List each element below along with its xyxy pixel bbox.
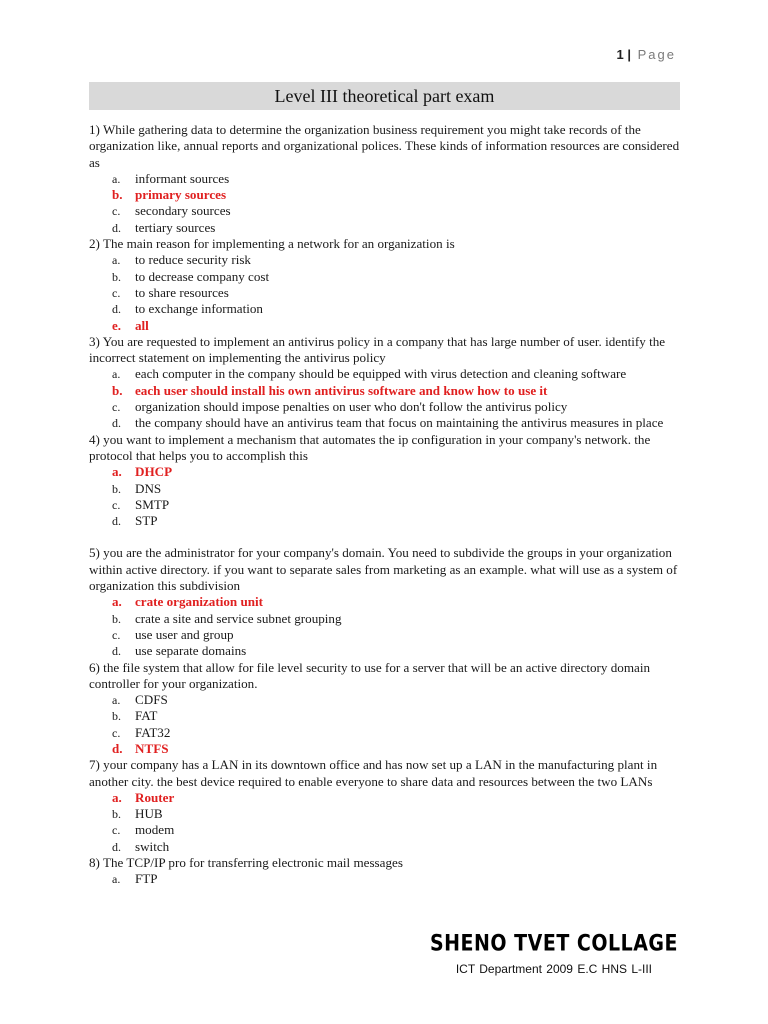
page-word: Page	[637, 47, 676, 62]
answer-option	[89, 708, 680, 724]
option-letter: a.	[112, 594, 122, 610]
question-text: 3) You are requested to implement an antivirus policy in a company that has large number of user. identify the incorrect statement on implementing the antivirus policy	[89, 333, 666, 366]
option-text: Router	[135, 789, 175, 805]
option-text: use user and group	[135, 626, 234, 642]
answer-option-correct	[89, 790, 680, 806]
option-letter: d.	[112, 514, 121, 529]
page-number-header	[617, 47, 677, 62]
option-text: SMTP	[135, 496, 170, 512]
answer-option	[89, 822, 680, 838]
option-letter: a.	[112, 693, 121, 708]
option-text: DHCP	[135, 464, 173, 480]
option-letter: c.	[112, 823, 121, 838]
option-text: to exchange information	[135, 301, 263, 317]
answer-option	[89, 366, 680, 382]
answer-option	[89, 497, 680, 513]
question-block	[89, 122, 680, 236]
option-letter: d.	[112, 416, 121, 431]
option-letter: b.	[112, 269, 121, 284]
question-block	[89, 757, 680, 855]
page-number: 1	[616, 47, 624, 62]
question-block	[89, 855, 680, 888]
option-letter: d.	[112, 302, 121, 317]
option-text: crate organization unit	[135, 594, 264, 610]
answer-option	[89, 269, 680, 285]
question-text: 8) The TCP/IP pro for transferring electronic mail messages	[89, 855, 403, 871]
option-letter: c.	[112, 627, 121, 642]
answer-option	[89, 806, 680, 822]
question-text: 6) the file system that allow for file level security to use for a server that will be an active directory domain controller for your organization.	[89, 659, 651, 691]
option-letter: a.	[112, 171, 121, 186]
option-list	[89, 692, 680, 757]
college-name: SHENO TVET COLLAGE	[429, 930, 678, 956]
answer-option-correct	[89, 594, 680, 610]
option-text: to reduce security risk	[135, 252, 251, 268]
option-list	[89, 171, 680, 236]
answer-option	[89, 220, 680, 236]
question-block	[89, 660, 680, 758]
answer-option	[89, 301, 680, 317]
option-list	[89, 464, 680, 529]
answer-option	[89, 415, 680, 431]
question-text: 7) your company has a LAN in its downtown office and has now set up a LAN in the manufacturing plant in another city. the best device required to enable everyone to share data and resources between the two LANs	[89, 757, 658, 789]
option-text: tertiary sources	[135, 219, 216, 235]
option-text: switch	[135, 838, 170, 854]
question-block	[89, 334, 680, 432]
answer-option-correct	[89, 383, 680, 399]
option-letter: a.	[112, 789, 122, 805]
option-letter: b.	[112, 611, 121, 626]
option-text: the company should have an antivirus team that focus on maintaining the antivirus measures in place	[135, 415, 664, 431]
option-letter: a.	[112, 464, 122, 480]
option-text: CDFS	[135, 692, 168, 708]
option-letter: a.	[112, 872, 121, 887]
option-text: to decrease company cost	[135, 268, 270, 284]
question-text: 1) While gathering data to determine the organization business requirement you might take records of the organization like, annual reports and organizational polices. These kinds of information resources are considered as	[89, 122, 680, 170]
question-text: 2) The main reason for implementing a network for an organization is	[89, 236, 455, 252]
option-text: FAT32	[135, 724, 171, 740]
question-text: 4) you want to implement a mechanism that automates the ip configuration in your company's network. the protocol that helps you to accomplish this	[89, 431, 651, 463]
question-block	[89, 545, 680, 659]
page-separator: |	[627, 47, 631, 62]
option-text: informant sources	[135, 170, 230, 186]
answer-option-correct	[89, 741, 680, 757]
answer-option-correct	[89, 187, 680, 203]
option-text: use separate domains	[135, 643, 247, 659]
option-list	[89, 871, 680, 887]
option-letter: c.	[112, 497, 121, 512]
answer-option	[89, 481, 680, 497]
option-text: secondary sources	[135, 203, 231, 219]
answer-option	[89, 627, 680, 643]
option-text: modem	[135, 822, 175, 838]
option-text: HUB	[135, 806, 163, 822]
exam-title: Level III theoretical part exam	[89, 82, 680, 110]
option-text: primary sources	[135, 187, 227, 203]
option-letter: b.	[112, 187, 123, 203]
option-letter: d.	[112, 740, 123, 756]
question-text: 5) you are the administrator for your company's domain. You need to subdivide the groups in your organization within active directory. if you want to separate sales from marketing as an example. what will use as a system of organization this subdivision	[89, 545, 678, 594]
question-list	[89, 122, 680, 888]
option-letter: c.	[112, 725, 121, 740]
option-letter: c.	[112, 285, 121, 300]
option-letter: e.	[112, 317, 122, 333]
answer-option	[89, 171, 680, 187]
option-letter: a.	[112, 367, 121, 382]
answer-option-correct	[89, 464, 680, 480]
answer-option	[89, 871, 680, 887]
option-text: to share resources	[135, 284, 229, 300]
answer-option	[89, 285, 680, 301]
option-letter: b.	[112, 481, 121, 496]
department-line: ICT Department 2009 E.C HNS L-III	[455, 962, 652, 976]
option-text: crate a site and service subnet grouping	[135, 610, 342, 626]
answer-option	[89, 513, 680, 529]
answer-option	[89, 643, 680, 659]
option-text: each user should install his own antivirus software and know how to use it	[135, 382, 548, 398]
option-text: NTFS	[135, 740, 169, 756]
option-text: organization should impose penalties on user who don't follow the antivirus policy	[135, 399, 568, 415]
answer-option	[89, 203, 680, 219]
option-letter: c.	[112, 204, 121, 219]
answer-option	[89, 725, 680, 741]
answer-option	[89, 692, 680, 708]
option-text: each computer in the company should be equipped with virus detection and cleaning software	[135, 366, 627, 382]
option-letter: b.	[112, 382, 123, 398]
question-block	[89, 236, 680, 334]
answer-option-correct	[89, 318, 680, 334]
option-letter: b.	[112, 709, 121, 724]
option-list	[89, 594, 680, 659]
question-block	[89, 432, 680, 530]
option-text: DNS	[135, 480, 162, 496]
spacer	[89, 529, 680, 545]
option-list	[89, 790, 680, 855]
option-text: FAT	[135, 708, 158, 724]
answer-option	[89, 839, 680, 855]
option-letter: b.	[112, 807, 121, 822]
option-letter: a.	[112, 253, 121, 268]
option-list	[89, 252, 680, 333]
option-text: all	[135, 317, 149, 333]
option-letter: d.	[112, 220, 121, 235]
option-letter: d.	[112, 839, 121, 854]
option-letter: c.	[112, 400, 121, 415]
option-letter: d.	[112, 644, 121, 659]
answer-option	[89, 252, 680, 268]
answer-option	[89, 399, 680, 415]
option-text: FTP	[135, 871, 158, 887]
option-text: STP	[135, 513, 158, 529]
option-list	[89, 366, 680, 431]
answer-option	[89, 611, 680, 627]
